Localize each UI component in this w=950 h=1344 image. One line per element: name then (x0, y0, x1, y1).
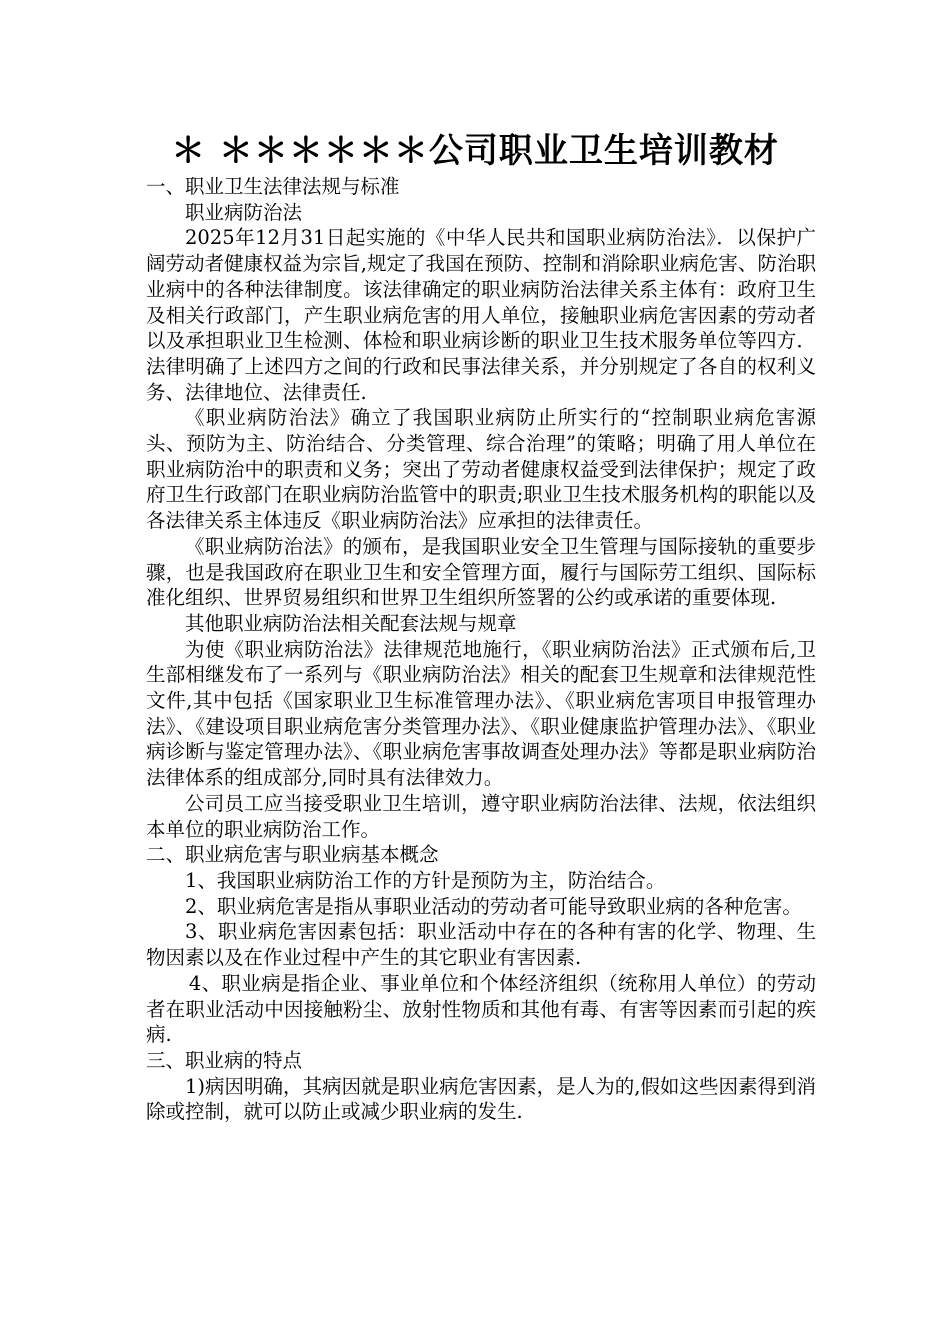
subheading-occupational-disease-law: 职业病防治法 (185, 200, 303, 224)
section-heading-2: 二、职业病危害与职业病基本概念 (146, 843, 439, 867)
concept-item-3: 3、职业病危害因素包括：职业活动中存在的各种有害的化学、物理、生物因素以及在作业过程中产生的其它职业有害因素. (146, 920, 816, 970)
paragraph-law-significance: 《职业病防治法》的颁布，是我国职业安全卫生管理与国际接轨的重要步骤，也是我国政府在职业卫生和安全管理方面，履行与国际劳工组织、国际标准化组织、世界贸易组织和世界卫生组织所签署的公约或承诺的重要体现. (146, 534, 816, 610)
section-heading-1: 一、职业卫生法律法规与标准 (146, 175, 400, 198)
paragraph-supporting-regulations: 为使《职业病防治法》法律规范地施行，《职业病防治法》正式颁布后,卫生部相继发布了一系列与《职业病防治法》相关的配套卫生规章和法律规范性文件,其中包括《国家职业卫生标准管理办法》、《职业病危害项目申报管理办法》、《建设项目职业病危害分类管理办法》、《职业健康监护管理办法》、《职业病诊断与鉴定管理办法》、《职业病危害事故调查处理办法》等都是职业病防治法律体系的组成部分,同时具有法律效力。 (146, 637, 816, 790)
paragraph-law-strategy: 《职业病防治法》确立了我国职业病防止所实行的“控制职业病危害源头、预防为主、防治结合、分类管理、综合治理”的策略；明确了用人单位在职业病防治中的职责和义务；突出了劳动者健康权益受到法律保护；规定了政府卫生行政部门在职业病防治监管中的职责;职业卫生技术服务机构的职能以及各法律关系主体违反《职业病防治法》应承担的法律责任。 (146, 406, 816, 533)
feature-item-1: 1)病因明确，其病因就是职业病危害因素，是人为的,假如这些因素得到消除或控制，就可以防止或减少职业病的发生. (146, 1074, 816, 1124)
concept-item-4: 4、职业病是指企业、事业单位和个体经济组织（统称用人单位）的劳动者在职业活动中因接触粉尘、放射性物质和其他有毒、有害等因素而引起的疾病. (146, 971, 816, 1047)
concept-item-1: 1、我国职业病防治工作的方针是预防为主，防治结合。 (185, 868, 666, 892)
section-heading-3: 三、职业病的特点 (146, 1048, 303, 1072)
subheading-supporting-regulations: 其他职业病防治法相关配套法规与规章 (185, 611, 517, 635)
document-title: ＊ ＊＊＊＊＊＊公司职业卫生培训教材 (171, 131, 779, 171)
paragraph-employee-obligation: 公司员工应当接受职业卫生培训，遵守职业病防治法律、法规，依法组织本单位的职业病防治工作。 (146, 791, 816, 841)
concept-item-2: 2、职业病危害是指从事职业活动的劳动者可能导致职业病的各种危害。 (185, 894, 802, 918)
document-body (146, 174, 816, 1125)
paragraph-law-intro: 2025年12月31日起实施的《中华人民共和国职业病防治法》．以保护广阔劳动者健康权益为宗旨,规定了我国在预防、控制和消除职业病危害、防治职业病中的各种法律制度。该法律确定的职业病防治法律关系主体有：政府卫生及相关行政部门，产生职业病危害的用人单位，接触职业病危害因素的劳动者以及承担职业卫生检测、体检和职业病诊断的职业卫生技术服务单位等四方．法律明确了上述四方之间的行政和民事法律关系，并分别规定了各自的权利义务、法律地位、法律责任. (146, 226, 816, 404)
